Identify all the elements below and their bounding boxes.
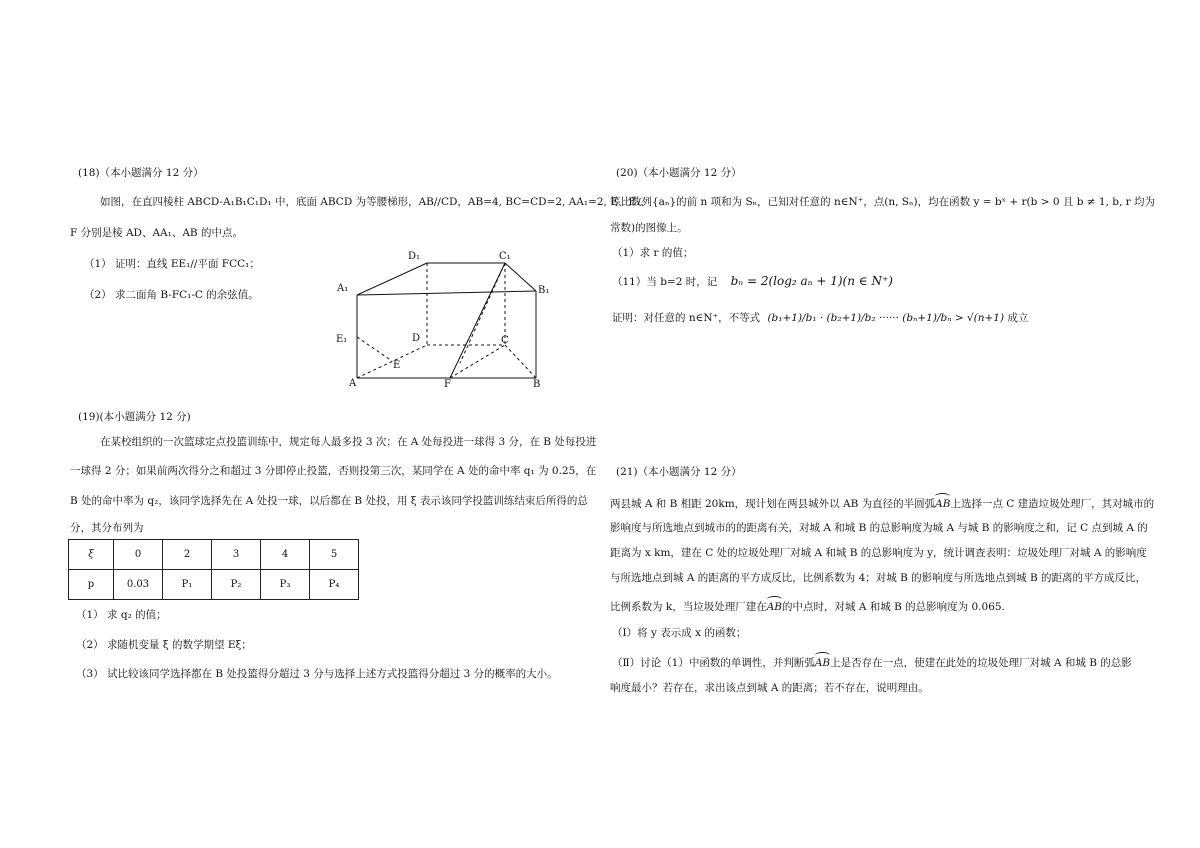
q18-heading: (18)（本小题满分 12 分） (78, 167, 204, 179)
table-row (69, 540, 359, 570)
edge-E1-E (357, 337, 392, 361)
q21-part2-a: （Ⅱ）讨论（1）中函数的单调性，并判断弧 (612, 657, 815, 669)
label-E: E (393, 360, 401, 371)
q19-line2: 一球得 2 分；如果前两次得分之和超过 3 分即停止投篮，否则投第三次，某同学在 A 处的命中率 q₁ 为 0.25，在 (70, 465, 597, 477)
q21-part2-b: 上是否存在一点，使建在此处的垃圾处理厂对城 A 和城 B 的总影 (830, 657, 1132, 669)
edge-A1-D1 (357, 263, 427, 295)
table-cell: 3 (212, 540, 261, 570)
arc-ab-label: AB (766, 601, 783, 613)
q20-part3 (612, 311, 1028, 325)
table-cell: P₄ (310, 570, 359, 600)
label-D: D (412, 333, 421, 344)
q21-part2-cont: 响度最小？若存在，求出该点到城 A 的距离；若不存在，说明理由。 (610, 682, 929, 694)
edge-A-D (357, 345, 427, 378)
prism-figure (330, 245, 560, 390)
q21-line5-b: 的中点时，对城 A 和城 B 的总影响度为 0.065. (782, 601, 1005, 613)
table-cell: 2 (163, 540, 212, 570)
q19-part2: （2） 求随机变量 ξ 的数学期望 Eξ； (76, 639, 252, 651)
label-B: B (533, 379, 541, 390)
q21-line1-a: 两县城 A 和 B 相距 20km，现计划在两县城外以 AB 为直径的半圆弧 (610, 498, 936, 510)
q20-part3-text: 证明：对任意的 n∈N⁺，不等式 (612, 312, 761, 324)
q19-line4: 分，其分布列为 (70, 522, 144, 534)
q20-line2: 常数)的图像上。 (610, 222, 688, 234)
q20-inequality-formula: (b₁+1)/b₁ · (b₂+1)/b₂ ······ (bₙ+1)/bₙ > √(n+1) (767, 312, 1005, 324)
q20-part3-tail: 成立 (1007, 312, 1029, 324)
q19-line3: B 处的命中率为 q₂，该同学选择先在 A 处投一球，以后都在 B 处投，用 ξ 表示该同学投篮训练结束后所得的总 (70, 495, 588, 507)
q18-stem-line1: 如图，在直四棱柱 ABCD-A₁B₁C₁D₁ 中，底面 ABCD 为等腰梯形，AB//CD，AB=4, BC=CD=2, AA₁=2, E、E₁、 (100, 196, 651, 208)
edge-A1-B1 (357, 291, 536, 295)
q19-part3: （3） 试比较该同学选择都在 B 处投篮得分超过 3 分与选择上述方式投篮得分超过 3 分的概率的大小。 (76, 668, 558, 680)
q21-line4: 与所选地点到城 A 的距离的平方成反比，比例系数为 4；对城 B 的影响度与所选地点到城 B 的距离的平方成反比， (610, 572, 1147, 584)
q20-part1: （1）求 r 的值； (612, 247, 694, 259)
table-cell: 4 (261, 540, 310, 570)
table-cell: 0.03 (114, 570, 163, 600)
q20-line1: 等比数列{aₙ}的前 n 项和为 Sₙ，已知对任意的 n∈N⁺，点(n, Sₙ)，均在函数 y = bˣ + r(b > 0 且 b ≠ 1, b, r 均为 (610, 196, 1155, 208)
q21-part2 (612, 656, 1132, 670)
q18-stem-line2: F 分别是棱 AD、AA₁、AB 的中点。 (70, 227, 243, 239)
q18-part1: （1） 证明：直线 EE₁//平面 FCC₁； (84, 258, 260, 270)
table-cell: ξ (69, 540, 114, 570)
q20-part2-text: （11）当 b=2 时，记 (612, 276, 718, 288)
arc-ab-label: AB (814, 657, 831, 669)
q21-heading: (21)（本小题满分 12 分） (616, 466, 742, 478)
q21-line1 (610, 497, 1154, 511)
q21-line2: 影响度与所选地点到城市的的距离有关，对城 A 和城 B 的总影响度为城 A 与城 B 的影响度之和，记 C 点到城 A 的 (610, 522, 1148, 534)
arc-ab-label: AB (935, 498, 951, 510)
q21-line5-a: 比例系数为 k，当垃圾处理厂建在 (610, 601, 767, 613)
label-D1: D₁ (408, 251, 421, 262)
q21-line3: 距离为 x km，建在 C 处的垃圾处理厂对城 A 和城 B 的总影响度为 y，统计调查表明：垃圾处理厂对城 A 的影响度 (610, 547, 1147, 559)
distribution-table (68, 539, 359, 600)
q19-part1: （1） 求 q₂ 的值； (76, 609, 167, 621)
label-C1: C₁ (499, 251, 511, 262)
q20-bn-formula: bₙ = 2(log₂ aₙ + 1)(n ∈ N⁺) (730, 274, 893, 288)
label-B1: B₁ (538, 285, 550, 296)
q20-heading: (20)（本小题满分 12 分） (616, 167, 742, 179)
q19-heading: (19)(本小题满分 12 分) (78, 411, 191, 423)
q18-part2: （2） 求二面角 B-FC₁-C 的余弦值。 (84, 289, 259, 301)
q20-part2 (612, 274, 893, 289)
q19-line1: 在某校组织的一次篮球定点投篮训练中，规定每人最多投 3 次；在 A 处每投进一球得 3 分，在 B 处每投进 (100, 436, 597, 448)
label-A1: A₁ (337, 283, 349, 294)
table-cell: p (69, 570, 114, 600)
label-E1: E₁ (336, 334, 348, 345)
label-C: C (501, 335, 509, 346)
q21-line1-b: 上选择一点 C 建造垃圾处理厂，其对城市的 (950, 498, 1155, 510)
table-cell: P₁ (163, 570, 212, 600)
label-A: A (349, 378, 357, 389)
table-cell: 0 (114, 540, 163, 570)
label-F: F (444, 379, 451, 390)
table-cell: P₂ (212, 570, 261, 600)
table-row (69, 570, 359, 600)
edge-C1-B1 (505, 263, 536, 291)
table-cell: P₃ (261, 570, 310, 600)
q21-line5 (610, 600, 1005, 614)
q21-part1: （Ⅰ）将 y 表示成 x 的函数； (612, 627, 747, 639)
edge-C-B (505, 345, 536, 378)
table-cell: 5 (310, 540, 359, 570)
